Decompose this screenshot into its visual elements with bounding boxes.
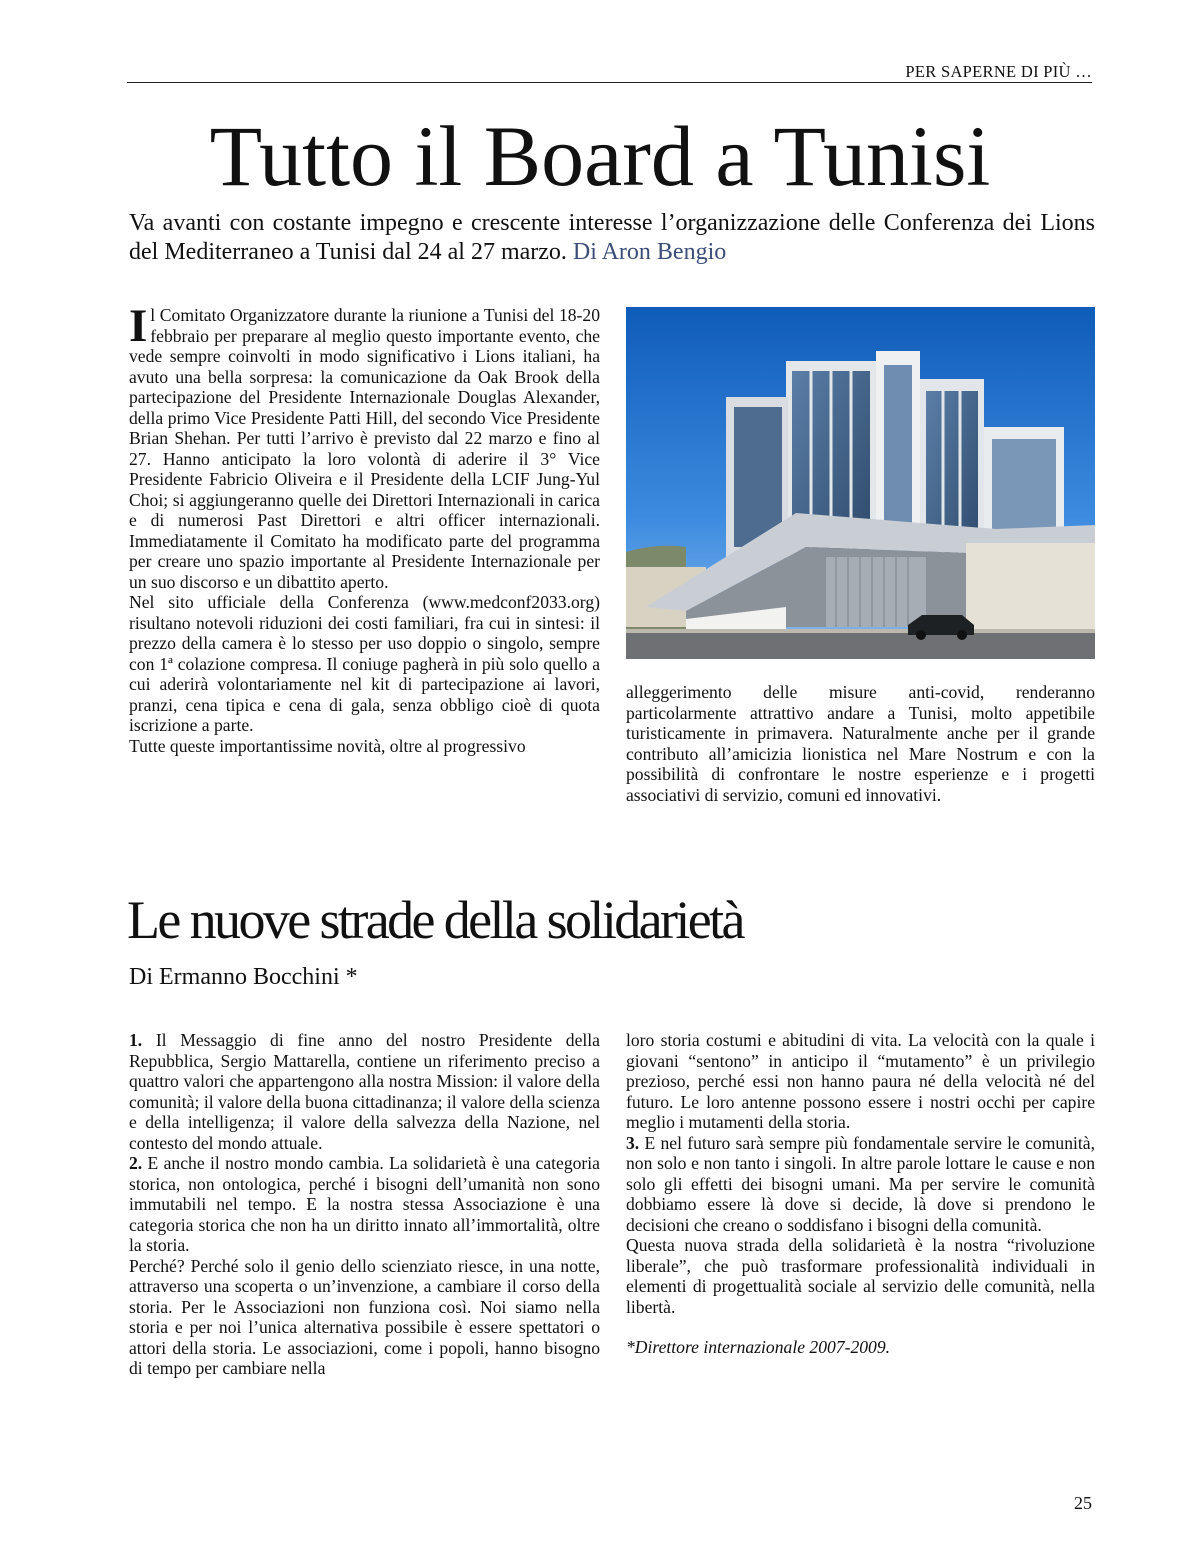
- paragraph-text: loro storia costumi e abitudini di vita. La velocità con la quale i giovani “sentono” in anticipo il “mutamento” è un privilegio prezioso, perché essi non hanno paura né della velocità né del futuro. Le loro antenne possono essere i nostri occhi per capire meglio i mutamenti della storia.: [626, 1030, 1095, 1132]
- article-byline: Di Aron Bengio: [572, 239, 727, 265]
- building-photo: [626, 307, 1095, 659]
- article-title: Tutto il Board a Tunisi: [209, 108, 991, 204]
- article2-author: Di Ermanno Bocchini *: [129, 964, 358, 990]
- article1-paragraph: [129, 300, 600, 592]
- drop-cap: I: [129, 300, 148, 352]
- article2-paragraph: [626, 1133, 1095, 1236]
- article2-title: Le nuove strade della solidarietà: [127, 890, 743, 950]
- article2-column-right: [626, 1030, 1095, 1358]
- point-number: 1.: [129, 1030, 143, 1050]
- author-note: *Direttore internazionale 2007-2009.: [626, 1337, 891, 1357]
- article1-paragraph: Tutte queste importantissime novità, oltre al progressivo: [129, 735, 526, 756]
- article1-column-right: [626, 682, 1095, 805]
- paragraph-text: Questa nuova strada della solidarietà è la nostra “rivoluzione liberale”, che può trasformare professionalità individuali in elementi di progettualità sociale al servizio delle comunità, nella libertà.: [626, 1235, 1095, 1317]
- paragraph-text: l Comitato Organizzatore durante la riunione a Tunisi del 18-20 febbraio per preparare al meglio questo importante evento, che vede sempre coinvolti in modo significativo i Lions italiani, ha avuto una bella sorpresa: la comunicazione da Oak Brook della partecipazione del Presidente Internazionale Douglas Alexander, della primo Vice Presidente Patti Hill, del secondo Vice Presidente Brian Shehan. Per tutti l’arrivo è previsto dal 22 marzo e fino al 27. Hanno anticipato la loro volontà di aderire il 3° Vice Presidente Fabricio Oliveira e il Presidente della LCIF Jung-Yul Choi; si aggiungeranno quelle dei Direttori Internazionali in carica e di numerosi Past Direttori e altri officer internazionali. Immediatamente il Comitato ha modificato parte del programma per creare uno spazio importante al Presidente Internazionale per un suo discorso e un dibattito aperto.: [129, 305, 600, 592]
- page-number: 25: [1074, 1493, 1092, 1513]
- point-number: 2.: [129, 1153, 143, 1173]
- article2-paragraph: [626, 1235, 1095, 1317]
- paragraph-text: Perché? Perché solo il genio dello scienziato riesce, in una notte, attraverso una scoperta o un’invenzione, a cambiare il corso della storia. Per le Associazioni non funziona così. Noi siamo nella storia e per noi l’unica alternativa possibile è essere spettatori o attori della storia. Le associazioni, come i popoli, hanno bisogno di tempo per cambiare nella: [129, 1255, 600, 1378]
- header-rule: [127, 82, 1092, 83]
- subtitle-text: Va avanti con costante impegno e crescente interesse l’organizzazione delle Conferenza dei Lions del Mediterraneo a Tunisi dal 24 al 27 marzo.: [129, 210, 1095, 265]
- article2-paragraph: [129, 1030, 600, 1153]
- paragraph-text: E nel futuro sarà sempre più fondamentale servire le comunità, non solo e non tanto i singoli. In altre parole lottare le cause e non solo gli effetti dei bisogni umani. Ma per servire le comunità dobbiamo essere là dove si decide, là dove si prendono le decisioni che creano o soddisfano i bisogni della comunità.: [626, 1132, 1095, 1235]
- article2-column-left: [129, 1030, 600, 1379]
- article2-paragraph: [129, 1153, 600, 1256]
- point-number: 3.: [626, 1132, 640, 1153]
- section-label: PER SAPERNE DI PIÙ …: [905, 62, 1092, 81]
- paragraph-text: E anche il nostro mondo cambia. La solidarietà è una categoria storica, non ontologica, perché i bisogni dell’umanità non sono immutabili nel tempo. E la nostra stessa Associazione è una categoria storica che non ha un diritto innato all’immortalità, oltre la storia.: [129, 1153, 600, 1255]
- article1-column-left: [129, 300, 600, 756]
- article-subtitle: [129, 209, 1095, 267]
- paragraph-text: Il Messaggio di fine anno del nostro Presidente della Repubblica, Sergio Mattarella, contiene un riferimento preciso a quattro valori che appartengono alla nostra Mission: il valore della comunità; il valore della buona cittadinanza; il valore della scienza e della intelligenza; il valore della salvezza della Nazione, nel contesto del mondo attuale.: [129, 1030, 600, 1153]
- article1-paragraph: Nel sito ufficiale della Conferenza (www.medconf2033.org) risultano notevoli riduzioni dei costi familiari, fra cui in sintesi: il prezzo della camera è lo stesso per uso doppio o singolo, sempre con 1ª colazione compresa. Il coniuge pagherà in più solo quello a cui aderirà volontariamente nel kit di partecipazione ai lavori, pranzi, cena tipica e cena di gala, senza obbligo cioè di quota iscrizione a parte.: [129, 592, 600, 735]
- article2-paragraph: [626, 1030, 1095, 1133]
- article2-paragraph: [129, 1256, 600, 1379]
- article1-paragraph: alleggerimento delle misure anti-covid, renderanno particolarmente attrattivo andare a Tunisi, molto appetibile turisticamente in primavera. Naturalmente anche per il grande contributo all’amicizia lionistica nel Mare Nostrum e con la possibilità di confrontare le nostre esperienze e i progetti associativi di servizio, comuni ed innovativi.: [626, 682, 1095, 805]
